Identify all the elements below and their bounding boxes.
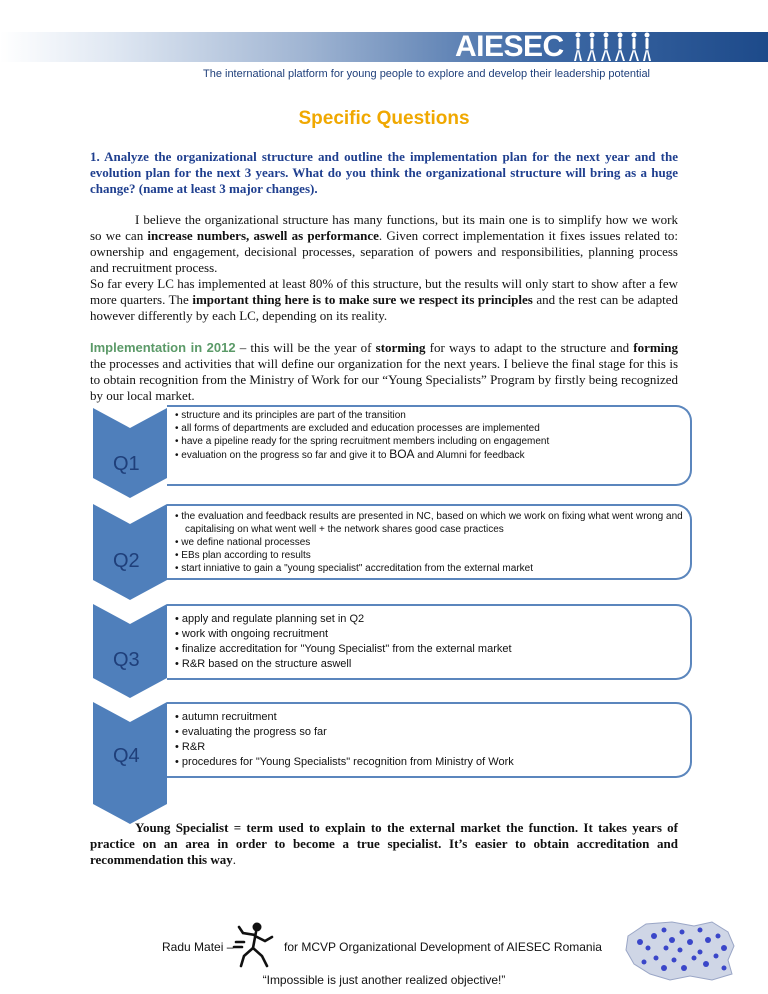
footer-author: Radu Matei – bbox=[162, 940, 234, 954]
aiesec-logo: AIESEC bbox=[455, 30, 564, 63]
list-item: • EBs plan according to results bbox=[175, 550, 311, 561]
text-run: • evaluation on the progress so far and give it to bbox=[175, 450, 390, 461]
text-run: and the rest can be adapted however differently by each LC, depending on its reality. bbox=[90, 292, 678, 323]
q4-label: Q4 bbox=[113, 745, 140, 767]
list-item: • apply and regulate planning set in Q2 bbox=[175, 613, 365, 625]
list-item: • we define national processes bbox=[175, 537, 311, 548]
bold-run: storming bbox=[375, 340, 426, 355]
text-run: for ways to adapt to the structure and bbox=[425, 340, 634, 355]
header-banner bbox=[0, 32, 768, 62]
bold-run: important thing here is to make sure we respect its principles bbox=[192, 292, 533, 307]
definition-paragraph bbox=[90, 820, 678, 868]
tagline: The international platform for young people to explore and develop their leadership potential bbox=[202, 68, 650, 80]
list-item bbox=[175, 448, 680, 462]
q1-box bbox=[167, 405, 692, 486]
text-run: . Given correct implementation it fixes issues related to: ownership and engagement, decisional processes, separation of powers and responsibilities, planning process and recruitment process. bbox=[90, 228, 678, 275]
text-run: So far every LC has implemented at least 80% of this structure, but the results will only start to show after a few more quarters. The bbox=[90, 276, 678, 307]
question-1: 1. Analyze the organizational structure and outline the implementation plan for the next year and the evolution plan for the next 3 years. What do you think the organizational structure will bring as a huge change? (name at least 3 major changes). bbox=[90, 149, 678, 196]
list-item: • structure and its principles are part of the transition bbox=[175, 410, 406, 421]
list-item: • R&R based on the structure aswell bbox=[175, 658, 352, 670]
paragraph-implementation bbox=[90, 340, 678, 404]
list-item: • work with ongoing recruitment bbox=[175, 628, 329, 640]
bold-run: increase numbers, aswell as performance bbox=[147, 228, 379, 243]
text-run: Young Specialist = term used to explain to the external market the function. It takes years of practice on an area in order to become a true specialist. It’s easier to obtain accreditation and recommendation this way bbox=[90, 820, 678, 867]
text-run: I believe the organizational structure has many functions, but its main one is to simplify how we work so we can bbox=[90, 212, 678, 243]
implementation-label: Implementation in 2012 bbox=[90, 340, 236, 355]
q2-label: Q2 bbox=[113, 550, 140, 572]
list-item: • the evaluation and feedback results are presented in NC, based on which we work on fixing what went wrong and capitalising on what went well + the network shares good case practices bbox=[175, 511, 683, 535]
text-run: the processes and activities that will define our organization for the next years. I believe the final stage for this is to obtain recognition from the Ministry of Work for our “Young Specialists” Program by firstly being recognized by our local market. bbox=[90, 356, 678, 403]
footer-role: for MCVP Organizational Development of AIESEC Romania bbox=[284, 940, 602, 954]
list-item: • start inniative to gain a "young specialist" accreditation from the external market bbox=[175, 563, 533, 574]
list-item: • procedures for "Young Specialists" recognition from Ministry of Work bbox=[175, 756, 514, 768]
text-run: . bbox=[232, 852, 237, 867]
q2-box bbox=[167, 504, 692, 580]
paragraph-progress bbox=[90, 276, 678, 324]
q3-box bbox=[167, 604, 692, 680]
list-item: • evaluating the progress so far bbox=[175, 726, 327, 738]
footer-quote: “Impossible is just another realized objective!” bbox=[262, 973, 506, 987]
romania-map-icon bbox=[620, 918, 740, 984]
list-item: • autumn recruitment bbox=[175, 711, 277, 723]
list-item: • finalize accreditation for "Young Specialist" from the external market bbox=[175, 643, 512, 655]
running-figure-icon bbox=[232, 920, 278, 970]
list-item: • R&R bbox=[175, 741, 206, 753]
page-title: Specific Questions bbox=[298, 108, 470, 129]
text-run: – this will be the year of bbox=[235, 340, 376, 355]
list-item: • have a pipeline ready for the spring recruitment members including on engagement bbox=[175, 436, 550, 447]
q3-label: Q3 bbox=[113, 649, 140, 671]
q4-box bbox=[167, 702, 692, 778]
bold-run: forming bbox=[633, 340, 679, 355]
paragraph-structure bbox=[90, 212, 678, 276]
list-item: • all forms of departments are excluded and education processes are implemented bbox=[175, 423, 540, 434]
walking-people-icon bbox=[572, 30, 652, 64]
q1-label: Q1 bbox=[113, 453, 140, 475]
text-run: and Alumni for feedback bbox=[414, 450, 525, 461]
boa-text: BOA bbox=[389, 447, 415, 461]
